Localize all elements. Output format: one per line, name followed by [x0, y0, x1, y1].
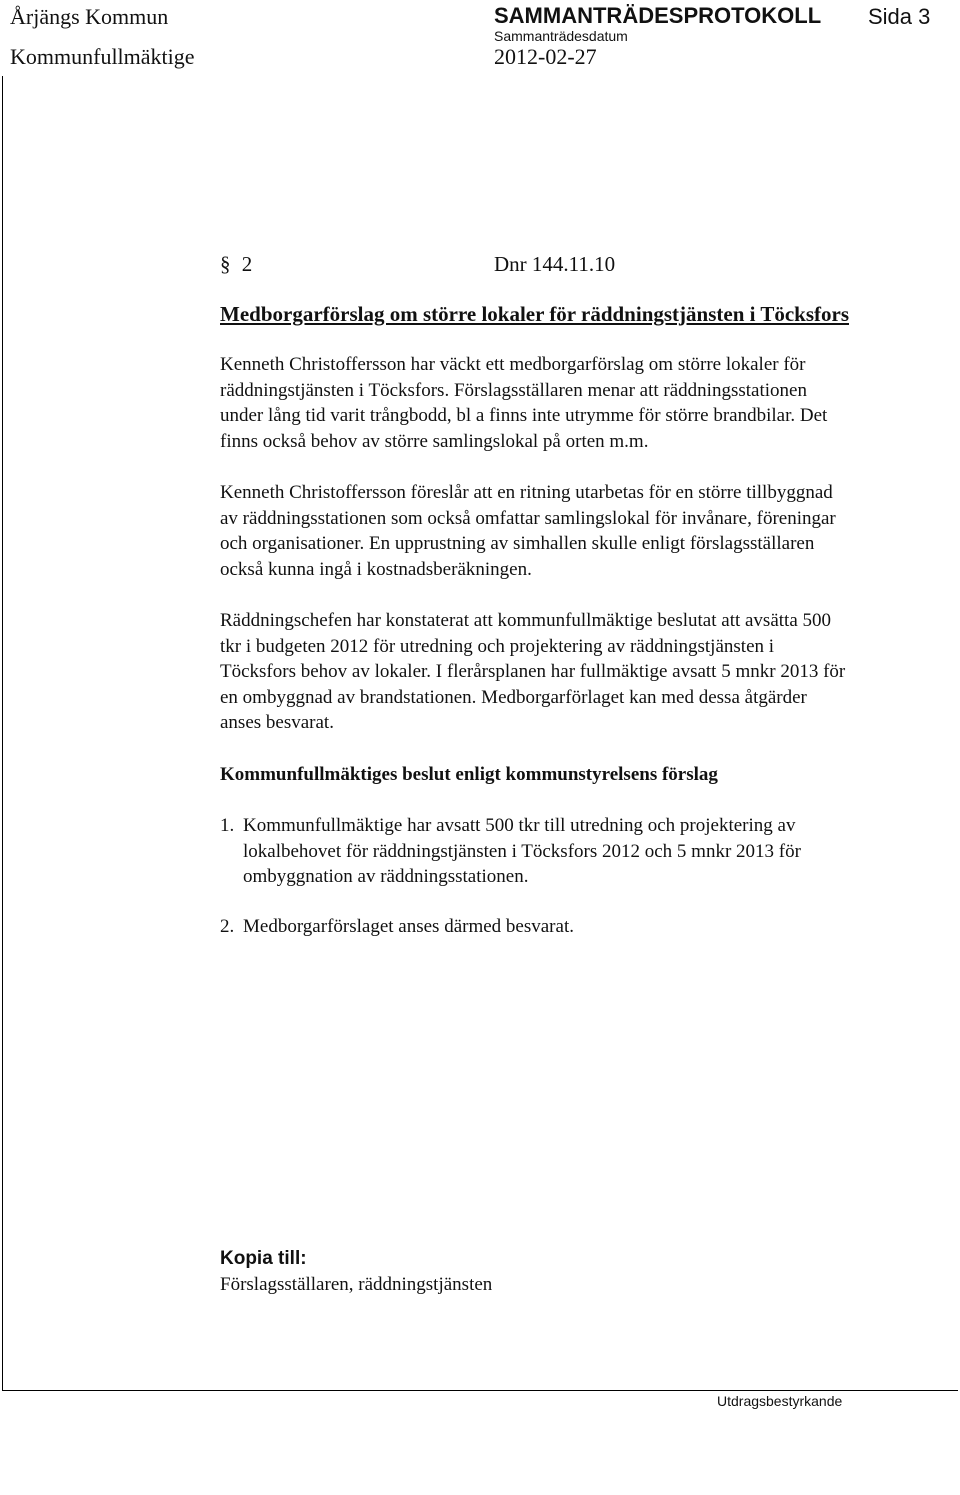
item-number-row: [220, 252, 252, 277]
decision-line: lokalbehovet för räddningstjänsten i Töcksfors 2012 och 5 mnkr 2013 för: [243, 840, 801, 862]
paragraph-line: Kenneth Christoffersson har väckt ett medborgarförslag om större lokaler för: [220, 354, 806, 375]
copy-to-label: Kopia till:: [220, 1248, 307, 1269]
diary-number: Dnr 144.11.10: [494, 252, 616, 276]
certification-label: Utdragsbestyrkande: [717, 1393, 843, 1409]
paragraph-line: finns också behov av större samlingslokal på orten m.m.: [220, 430, 649, 452]
copy-to-recipients: Förslagsställaren, räddningstjänsten: [220, 1274, 493, 1295]
paragraph-line: en ombyggnad av brandstationen. Medborgarförlaget kan med dessa åtgärder: [220, 686, 807, 708]
paragraph-line: av räddningsstationen som också omfattar samlingslokal för invånare, föreningar: [220, 507, 836, 529]
item-title: Medborgarförslag om större lokaler för räddningstjänsten i Töcksfors: [220, 302, 849, 326]
item-number: 2: [241, 252, 253, 276]
paragraph-line: Räddningschefen har konstaterat att kommunfullmäktige beslutat att avsätta 500: [220, 610, 831, 631]
protocol-title: SAMMANTRÄDESPROTOKOLL: [494, 3, 822, 28]
decision-line: Medborgarförslaget anses därmed besvarat.: [243, 916, 574, 937]
paragraph-line: under lång tid varit trångbodd, bl a finns inte utrymme för större brandbilar. Det: [220, 405, 828, 427]
decision-item-number: 1.: [220, 815, 235, 836]
paragraph-line: Töcksfors behov av lokaler. I flerårsplanen har fullmäktige avsatt 5 mnkr 2013 för: [220, 661, 846, 683]
paragraph-assessment: [220, 608, 940, 736]
municipality-name: Årjängs Kommun: [10, 4, 169, 29]
decision-item-number: 2.: [220, 916, 235, 937]
paragraph-line: räddningstjänsten i Töcksfors. Förslagsställaren menar att räddningsstationen: [220, 379, 807, 401]
paragraph-line: Kenneth Christoffersson föreslår att en ritning utarbetas för en större tillbyggnad: [220, 482, 833, 503]
decision-heading: Kommunfullmäktiges beslut enligt kommunstyrelsens förslag: [220, 764, 718, 785]
paragraph-suggestion: [220, 480, 940, 582]
meeting-date: 2012-02-27: [494, 44, 597, 69]
page-number: Sida 3: [868, 4, 931, 29]
paragraph-line: också kunna ingå i kostnadsberäkningen.: [220, 558, 532, 580]
decision-item-text: [243, 914, 574, 940]
committee-name: Kommunfullmäktige: [10, 44, 195, 69]
paragraph-line: tkr i budgeten 2012 för utredning och projektering av räddningstjänsten i: [220, 635, 775, 657]
paragraph-line: anses besvarat.: [220, 712, 334, 734]
paragraph-symbol: §: [220, 252, 231, 276]
left-margin-rule: [2, 76, 3, 1391]
decision-line: Kommunfullmäktige har avsatt 500 tkr till utredning och projektering av: [243, 815, 796, 836]
footer-rule: [2, 1390, 958, 1391]
decision-line: ombyggnation av räddningsstationen.: [243, 866, 529, 888]
paragraph-line: och organisationer. En upprustning av simhallen skulle enligt förslagsställaren: [220, 533, 815, 555]
decision-item-text: [243, 813, 801, 890]
paragraph-proposal: [220, 352, 940, 454]
date-label: Sammanträdesdatum: [494, 28, 628, 44]
